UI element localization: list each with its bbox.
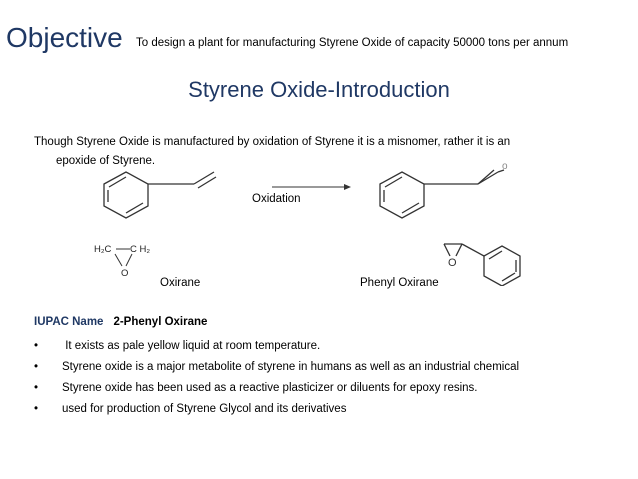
iupac-line [34, 316, 207, 328]
phenyl-oxirane-structure [436, 234, 526, 286]
list-item [34, 378, 519, 399]
oxirane-o: O [121, 268, 129, 279]
svg-text:o: o [502, 161, 508, 172]
iupac-value: 2-Phenyl Oxirane [113, 316, 208, 328]
oxirane-ch2: C H₂ [130, 244, 151, 255]
facts-list [34, 336, 519, 420]
list-item [34, 399, 519, 420]
phenyl-oxirane-label: Phenyl Oxirane [360, 277, 439, 289]
reaction-label: Oxidation [252, 193, 301, 205]
iupac-label: IUPAC Name [34, 316, 104, 328]
bullet-marker: • [34, 382, 39, 394]
phenyl-oxirane-o: O [448, 257, 457, 269]
bullet-text: Styrene oxide has been used as a reactive plasticizer or diluents for epoxy resins. [62, 382, 478, 394]
oxirane-structure [90, 236, 170, 284]
section-title: Styrene Oxide-Introduction [188, 77, 450, 102]
list-item [34, 336, 519, 357]
oxirane-label: Oxirane [160, 277, 201, 289]
reaction-arrow [272, 182, 352, 192]
bullet-text: It exists as pale yellow liquid at room temperature. [62, 340, 321, 352]
styrene-structure [96, 170, 246, 220]
bullet-text: Styrene oxide is a major metabolite of styrene in humans as well as an industrial chemical [62, 361, 520, 373]
list-item [34, 357, 519, 378]
oxirane-h2c: H₂C [94, 244, 112, 255]
bullet-text: used for production of Styrene Glycol and its derivatives [62, 403, 347, 415]
objective-heading: Objective [6, 22, 123, 53]
styrene-oxide-structure [368, 160, 548, 222]
bullet-marker: • [34, 361, 39, 373]
intro-line-2: epoxide of Styrene. [56, 155, 156, 167]
intro-line-1: Though Styrene Oxide is manufactured by oxidation of Styrene it is a misnomer, rather it is an [34, 136, 511, 148]
bullet-marker: • [34, 340, 39, 352]
bullet-marker: • [34, 403, 39, 415]
objective-text: To design a plant for manufacturing Styrene Oxide of capacity 50000 tons per annum [136, 37, 569, 49]
